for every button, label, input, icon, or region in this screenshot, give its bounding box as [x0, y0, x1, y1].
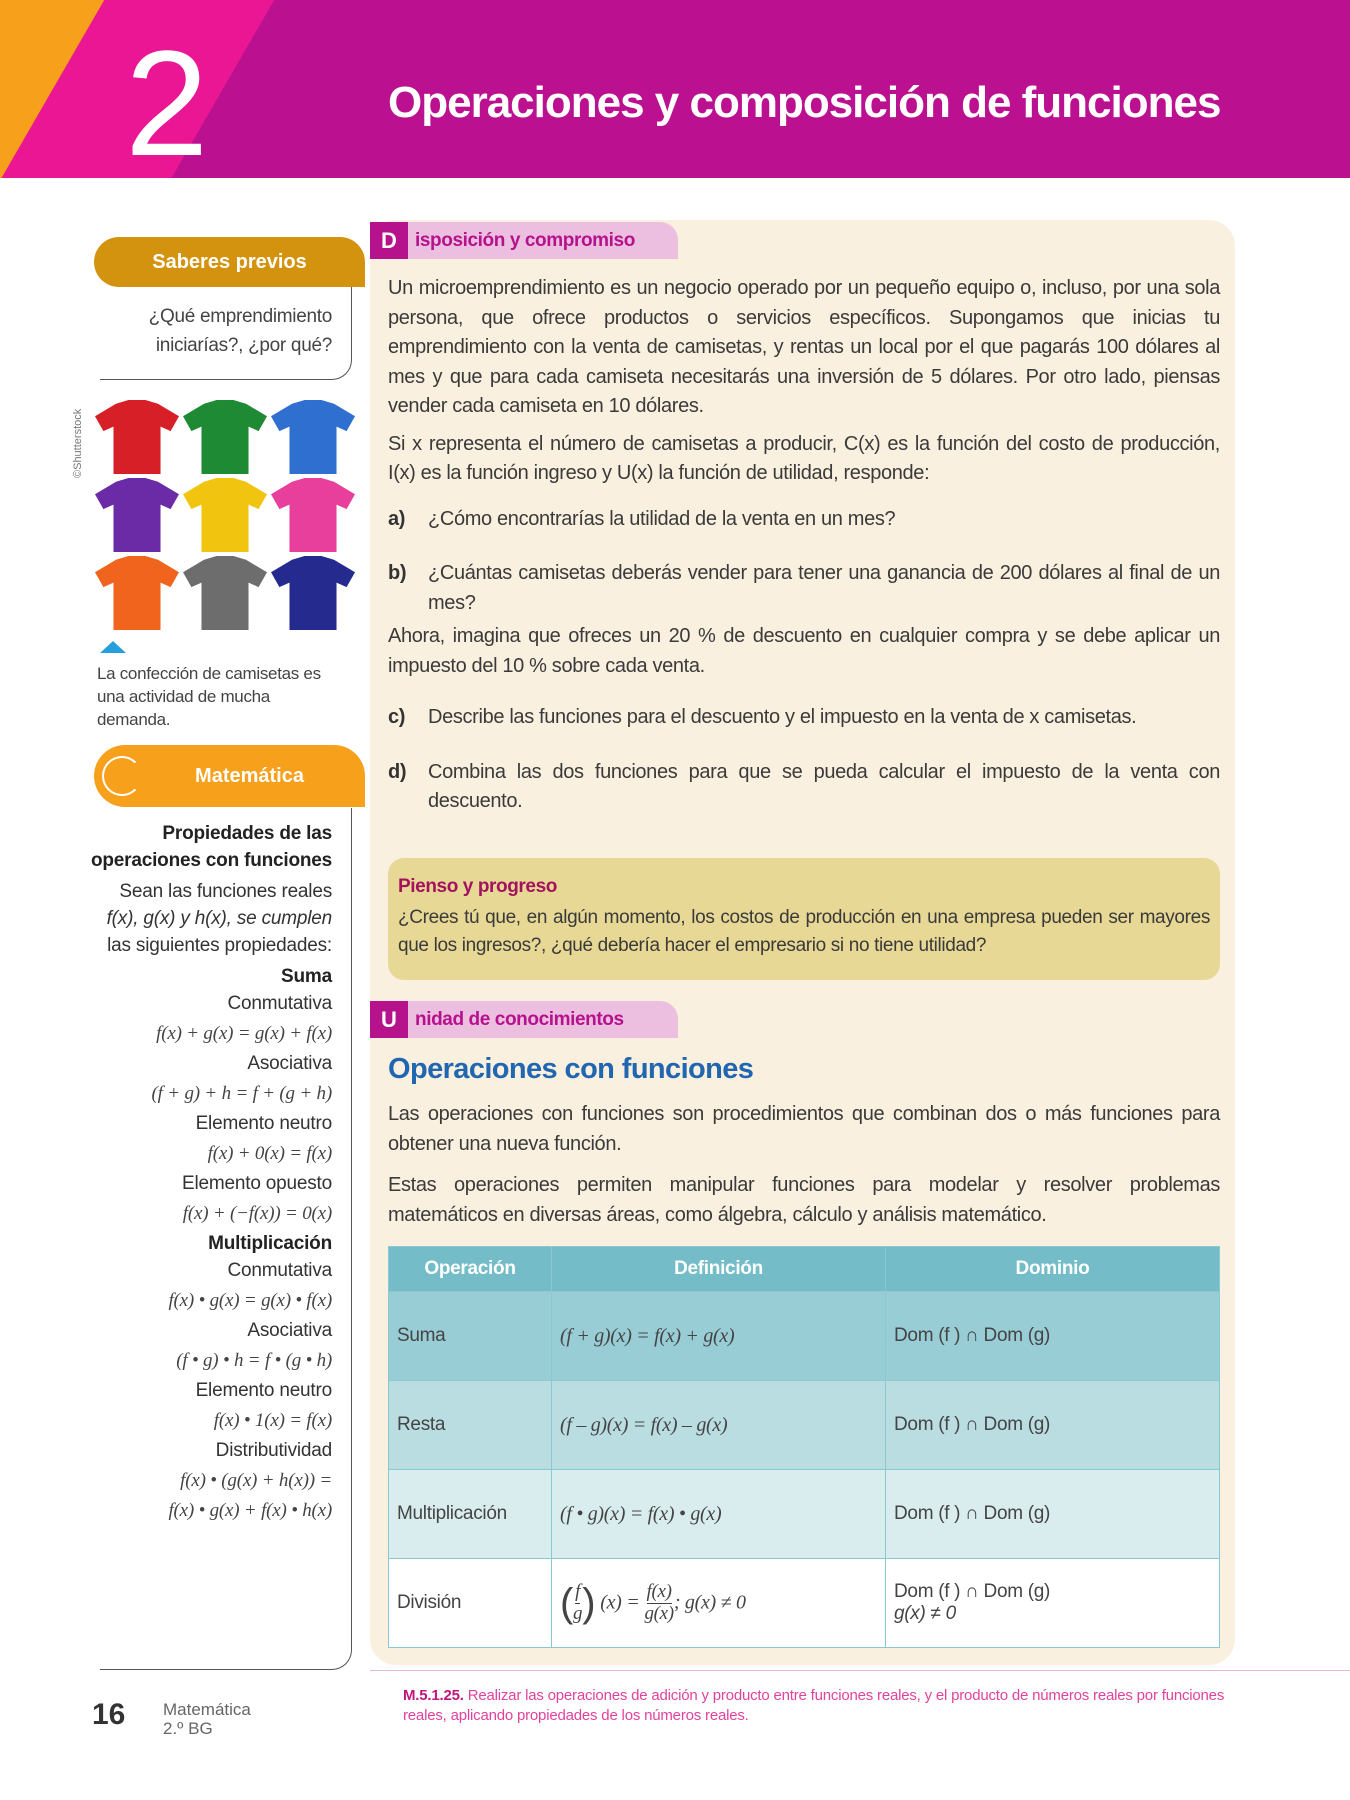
swirl-icon	[102, 756, 142, 796]
unidad-tab	[370, 1001, 678, 1038]
intro-line-1: Sean las funciones reales	[119, 881, 332, 902]
property-formula: f(x) • (g(x) + h(x)) =	[180, 1470, 332, 1491]
table-row	[389, 1559, 1220, 1648]
pienso-text: ¿Crees tú que, en algún momento, los costos de producción en una empresa pueden ser mayores que los ingresos?, ¿qué debería hacer el empresario si no tiene utilidad?	[398, 907, 1210, 956]
question-c	[388, 703, 1220, 733]
page-number: 16	[92, 1698, 126, 1731]
header-dominio: Dominio	[886, 1247, 1220, 1292]
operations-table	[388, 1246, 1220, 1648]
question-d	[388, 758, 1220, 817]
cell-operation: Multiplicación	[389, 1470, 552, 1559]
caption-triangle-icon	[100, 641, 126, 653]
image-caption: La confección de camisetas es una actividad de mucha demanda.	[97, 664, 321, 729]
tab-initial: U	[370, 1001, 408, 1038]
cell-definition	[552, 1381, 886, 1470]
numerator: f	[575, 1580, 581, 1602]
properties-heading: Propiedades de las operaciones con funciones	[91, 823, 332, 871]
property-name: Elemento neutro	[195, 1113, 332, 1134]
property-name: Distributividad	[215, 1440, 332, 1461]
formula-mid: (x) =	[600, 1591, 640, 1614]
numerator: f(x)	[646, 1580, 672, 1602]
cell-domain: Dom (f ) ∩ Dom (g)	[886, 1292, 1220, 1381]
cell-definition	[552, 1470, 886, 1559]
tab-label: nidad de conocimientos	[415, 1008, 624, 1030]
discount-paragraph: Ahora, imagina que ofreces un 20 % de descuento en cualquier compra y se debe aplicar un impuesto del 10 % sobre cada venta.	[388, 625, 1220, 677]
intro-line-2: f(x), g(x) y h(x), se cumplen	[106, 908, 332, 929]
cell-operation: Suma	[389, 1292, 552, 1381]
tshirt-icon	[183, 400, 267, 474]
cell-domain	[886, 1559, 1220, 1648]
property-formula: (f • g) • h = f • (g • h)	[176, 1350, 332, 1371]
footer-divider	[370, 1670, 1350, 1671]
cell-definition: ( $\frac{f}{g}$ ) (x) = $\frac{f(x)}{g(x)}$ ; g(x) ≠ 0	[552, 1559, 886, 1648]
property-formula: f(x) • g(x) = g(x) • f(x)	[168, 1290, 332, 1311]
denominator: g	[573, 1602, 583, 1624]
disposicion-tab	[370, 222, 678, 259]
pienso-title: Pienso y progreso	[398, 876, 557, 897]
cell-definition	[552, 1292, 886, 1381]
header-operacion: Operación	[389, 1247, 552, 1292]
tshirt-icon	[271, 400, 355, 474]
question-b	[388, 559, 1220, 618]
chapter-number: 2	[125, 19, 209, 178]
chapter-header	[0, 0, 1350, 178]
variables-paragraph: Si x representa el número de camisetas a producir, C(x) es la función del costo de producción, I(x) es la función ingreso y U(x) la función de utilidad, responde:	[388, 432, 1220, 484]
question-label: c)	[388, 706, 406, 728]
formula-tail: ; g(x) ≠ 0	[673, 1591, 746, 1614]
matematica-label: Matemática	[94, 745, 365, 807]
saberes-question: ¿Qué emprendimiento iniciarías?, ¿por qué?	[148, 306, 332, 356]
disposicion-body	[388, 274, 1220, 817]
image-credit: ©Shutterstock	[72, 408, 84, 478]
tshirt-icon	[271, 478, 355, 552]
question-text: Combina las dos funciones para que se pueda calcular el impuesto de la venta con descuento.	[428, 760, 1220, 812]
cell-domain: Dom (f ) ∩ Dom (g)	[886, 1381, 1220, 1470]
property-name: Elemento neutro	[195, 1380, 332, 1401]
tab-label: isposición y compromiso	[415, 229, 635, 251]
table-header-row	[389, 1247, 1220, 1292]
cell-domain: Dom (f ) ∩ Dom (g)	[886, 1470, 1220, 1559]
unidad-paragraph-2: Estas operaciones permiten manipular funciones para modelar y resolver problemas matemáticos en diversas áreas, como álgebra, cálculo y análisis matemático.	[388, 1174, 1220, 1226]
section-title: Operaciones con funciones	[388, 1053, 754, 1085]
tshirt-icon	[271, 556, 355, 630]
unidad-body	[388, 1100, 1220, 1230]
property-name: Asociativa	[247, 1053, 332, 1074]
intro-line-3: las siguientes propiedades:	[107, 935, 332, 956]
fraction-fx-over-gx	[644, 1582, 673, 1625]
tshirt-icon	[95, 400, 179, 474]
subject: Matemática	[163, 1700, 251, 1719]
table-row	[389, 1292, 1220, 1381]
cell-operation: Resta	[389, 1381, 552, 1470]
denominator: g(x)	[644, 1602, 674, 1624]
domain-condition: g(x) ≠ 0	[894, 1603, 956, 1624]
intro-paragraph: Un microemprendimiento es un negocio operado por un pequeño equipo o, incluso, por una sola persona, que ofrece productos o servicios específicos. Supongamos que inicias tu emprendimiento con la venta de camisetas, y rentas un local por el que pagarás 100 dólares al mes y que para cada camiseta necesitarás una inversión de 5 dólares. Por otro lado, piensas vender cada camiseta en 10 dólares.	[388, 277, 1220, 417]
property-group-heading: Multiplicación	[208, 1233, 332, 1254]
property-name: Elemento opuesto	[182, 1173, 332, 1194]
fraction-f-over-g	[573, 1582, 582, 1625]
property-formula: f(x) + 0(x) = f(x)	[207, 1143, 332, 1164]
skill-note	[403, 1686, 1233, 1726]
question-text: ¿Cómo encontrarías la utilidad de la venta en un mes?	[428, 507, 896, 530]
tshirt-icon	[95, 478, 179, 552]
tshirt-icon	[95, 556, 179, 630]
subject-label	[163, 1700, 251, 1738]
skill-code: M.5.1.25.	[403, 1687, 464, 1704]
property-formula: f(x) + g(x) = g(x) + f(x)	[156, 1023, 332, 1044]
table-row	[389, 1381, 1220, 1470]
unidad-paragraph-1: Las operaciones con funciones son procedimientos que combinan dos o más funciones para obtener una nueva función.	[388, 1103, 1220, 1155]
tshirts-image	[95, 400, 355, 630]
tshirt-icon	[183, 556, 267, 630]
definition-formula: (f • g)(x) = f(x) • g(x)	[560, 1502, 722, 1525]
pienso-y-progreso-box	[388, 858, 1220, 980]
property-formula: f(x) + (−f(x)) = 0(x)	[182, 1203, 332, 1224]
grade: 2.º BG	[163, 1719, 213, 1738]
property-formula: (f + g) + h = f + (g + h)	[151, 1083, 332, 1104]
question-label: b)	[388, 562, 407, 584]
domain-line: Dom (f ) ∩ Dom (g)	[894, 1581, 1051, 1602]
question-label: d)	[388, 760, 407, 783]
property-name: Conmutativa	[227, 993, 332, 1014]
definition-formula: (f – g)(x) = f(x) – g(x)	[560, 1413, 728, 1436]
header-definicion: Definición	[552, 1247, 886, 1292]
tab-initial: D	[370, 222, 408, 259]
property-formula: f(x) • g(x) + f(x) • h(x)	[168, 1500, 332, 1521]
tshirt-icon	[183, 478, 267, 552]
question-text: Describe las funciones para el descuento y el impuesto en la venta de x camisetas.	[428, 706, 1137, 728]
property-group-heading: Suma	[281, 966, 332, 987]
property-name: Asociativa	[247, 1320, 332, 1341]
property-name: Conmutativa	[227, 1260, 332, 1281]
property-formula: f(x) • 1(x) = f(x)	[213, 1410, 332, 1431]
question-a	[388, 505, 1220, 535]
chapter-title: Operaciones y composición de funciones	[388, 78, 1221, 127]
definition-formula: (f + g)(x) = f(x) + g(x)	[560, 1324, 735, 1347]
question-text: ¿Cuántas camisetas deberás vender para tener una ganancia de 200 dólares al final de un mes?	[428, 562, 1220, 614]
cell-operation: División	[389, 1559, 552, 1648]
table-row	[389, 1470, 1220, 1559]
saberes-previos-label: Saberes previos	[94, 237, 365, 287]
properties-list	[90, 820, 332, 1527]
question-label: a)	[388, 507, 406, 530]
skill-text: Realizar las operaciones de adición y producto entre funciones reales, y el producto de números reales por funciones reales, aplicando propiedades de los números reales.	[403, 1687, 1225, 1724]
